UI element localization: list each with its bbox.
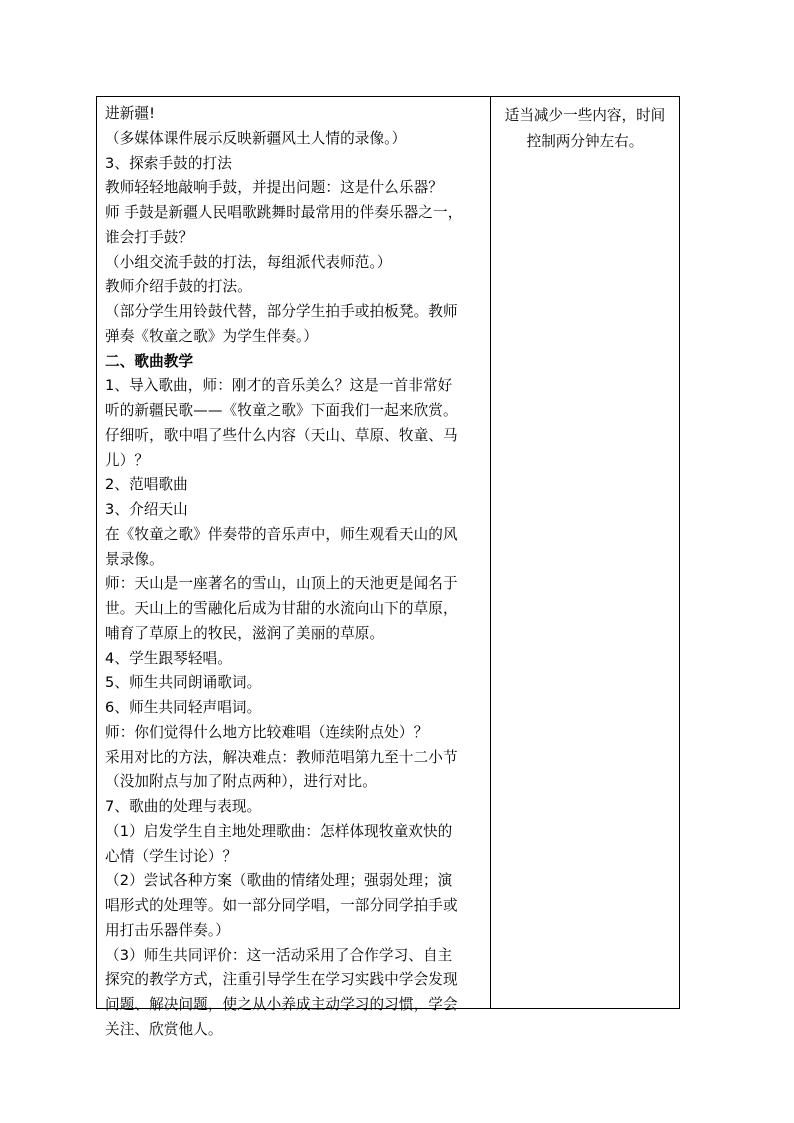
text-line: 3、探索手鼓的打法	[105, 154, 232, 172]
text-line: 世。天山上的雪融化后成为甘甜的水流向山下的草原，	[105, 600, 458, 617]
note-line: 控制两分钟左右。	[526, 133, 644, 150]
text-line: （多媒体课件展示反映新疆风土人情的录像。）	[105, 129, 407, 147]
text-line: 采用对比的方法，解决难点：教师范唱第九至十二小节	[105, 748, 458, 766]
text-line: 2、范唱歌曲	[105, 476, 188, 494]
teaching-process-cell	[97, 97, 491, 1038]
text-line: （1）启发学生自主地处理歌曲：怎样体现牧童欢快的	[105, 822, 453, 840]
text-line: 5、师生共同朗诵歌词。	[105, 674, 262, 692]
text-line: 心情（学生讨论）？	[105, 847, 238, 865]
section-heading: 二、歌曲教学	[105, 352, 194, 370]
text-line: 探究的教学方式，注重引导学生在学习实践中学会发现	[105, 971, 458, 989]
text-line: 7、歌曲的处理与表现。	[105, 798, 262, 815]
text-line: 弹奏《牧童之歌》为学生伴奏。）	[105, 327, 319, 345]
text-line: 在《牧童之歌》伴奏带的音乐声中，师生观看天山的风	[105, 525, 458, 543]
text-line: 关注、欣赏他人。	[105, 1020, 223, 1038]
notes-cell	[491, 97, 679, 1008]
text-line: 听的新疆民歌——《牧童之歌》下面我们一起来欣赏。	[105, 402, 458, 419]
text-line: 6、师生共同轻声唱词。	[105, 699, 262, 716]
text-line: 师 手鼓是新疆人民唱歌跳舞时最常用的伴奏乐器之一，	[105, 204, 463, 221]
text-line: 3、介绍天山	[105, 501, 188, 518]
text-line: 1、导入歌曲，师：刚才的音乐美么？这是一首非常好	[105, 377, 453, 395]
text-line: 问题、解决问题，使之从小养成主动学习的习惯，学会	[105, 996, 458, 1013]
text-line: 教师介绍手鼓的打法。	[105, 278, 252, 296]
text-line: （小组交流手鼓的打法，每组派代表师范。）	[105, 253, 392, 271]
text-line: 进新疆!	[105, 105, 156, 122]
text-line: 唱形式的处理等。如一部分同学唱，一部分同学拍手或	[105, 897, 458, 914]
text-line: 谁会打手鼓？	[105, 228, 194, 246]
text-line: 师：你们觉得什么地方比较难唱（连续附点处）？	[105, 723, 429, 741]
text-line: 4、学生跟琴轻唱。	[105, 649, 232, 667]
text-line: 师：天山是一座著名的雪山，山顶上的天池更是闻名于	[105, 575, 458, 593]
text-line: （3）师生共同评价：这一活动采用了合作学习、自主	[105, 946, 453, 964]
text-line: （没加附点与加了附点两种），进行对比。	[105, 773, 377, 791]
text-line: 用打击乐器伴奏。）	[105, 921, 230, 939]
text-line: （部分学生用铃鼓代替，部分学生拍手或拍板凳。教师	[105, 303, 458, 320]
text-line: 仔细听，歌中唱了些什么内容（天山、草原、牧童、马	[105, 426, 458, 444]
text-line: 景录像。	[105, 550, 164, 568]
note-line: 适当减少一些内容，时间	[504, 107, 666, 124]
text-line: 哺育了草原上的牧民，滋润了美丽的草原。	[105, 624, 385, 642]
lesson-plan-table	[96, 96, 680, 1038]
text-line: 教师轻轻地敲响手鼓，并提出问题：这是什么乐器？	[105, 179, 443, 197]
text-line: 儿）？	[105, 451, 150, 469]
text-line: （2）尝试各种方案（歌曲的情绪处理；强弱处理；演	[105, 872, 453, 890]
